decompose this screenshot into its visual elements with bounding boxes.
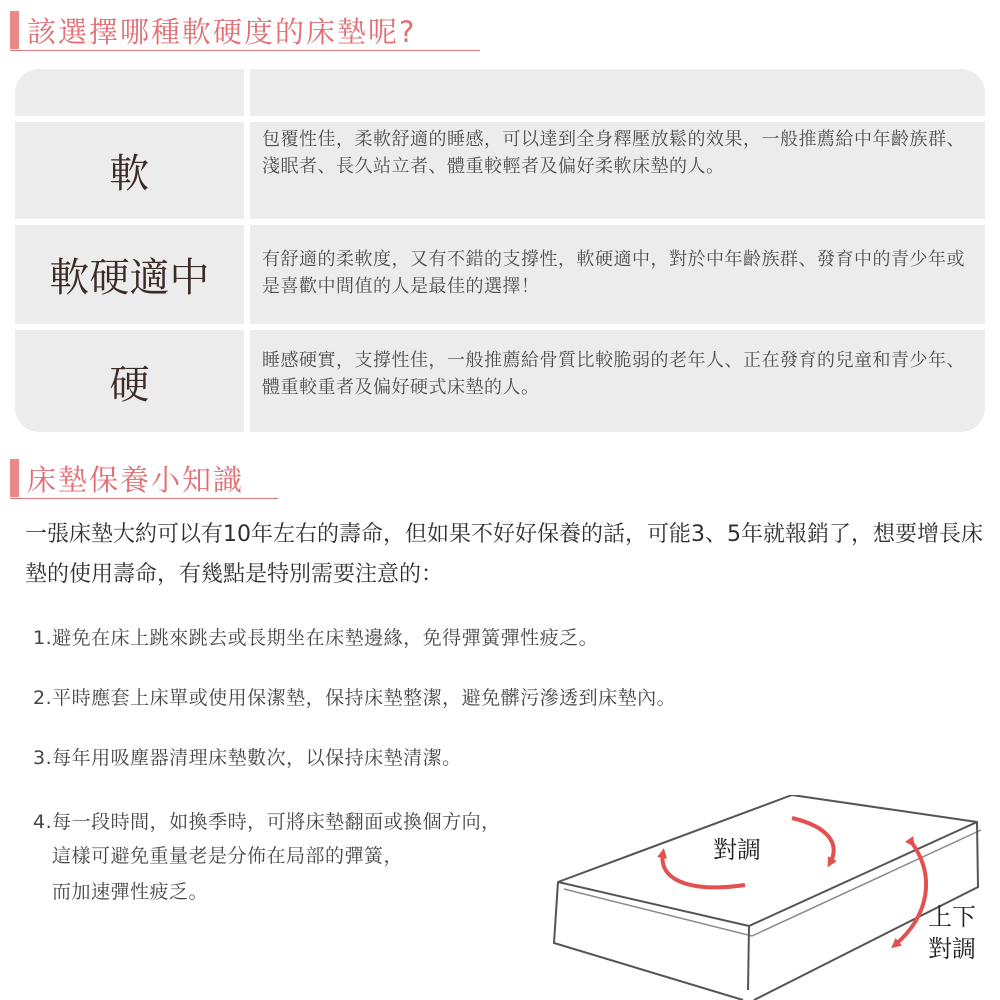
section-title-text: 床墊保養小知識 <box>27 462 245 497</box>
mattress-rotation-illustration <box>540 795 1000 1000</box>
section-title-maintenance <box>10 458 278 499</box>
section-title-text: 該選擇哪種軟硬度的床墊呢? <box>27 14 417 49</box>
title-accent-bar <box>10 459 19 497</box>
tip-item-continued: 而加速彈性疲乏。 <box>52 881 209 903</box>
tip-item: 2.平時應套上床單或使用保潔墊，保持床墊整潔，避免髒污滲透到床墊內。 <box>33 687 677 709</box>
tip-item: 1.避免在床上跳來跳去或長期坐在床墊邊緣，免得彈簧彈性疲乏。 <box>33 627 599 649</box>
title-accent-bar <box>10 11 19 49</box>
firmness-label-medium: 軟硬適中 <box>49 255 210 301</box>
firmness-label-hard: 硬 <box>109 361 150 408</box>
tip-item: 4.每一段時間，如換季時，可將床墊翻面或換個方向， <box>33 811 501 833</box>
tip-item-continued: 這樣可避免重量老是分佈在局部的彈簧， <box>52 845 404 867</box>
section-title-firmness <box>10 10 480 51</box>
flip-label-line1: 上下 <box>928 903 976 931</box>
firmness-label-soft: 軟 <box>109 151 150 197</box>
flip-label-line2: 對調 <box>928 935 976 963</box>
firmness-description-medium: 有舒適的柔軟度，又有不錯的支撐性，軟硬適中，對於中年齡族群、發育中的青少年或是喜歡中間值的人是最佳的選擇！ <box>262 249 965 297</box>
mattress-corner-edge <box>748 926 749 990</box>
maintenance-intro: 一張床墊大約可以有10年左右的壽命，但如果不好好保養的話，可能3、5年就報銷了，想要增長床墊的使用壽命，有幾點是特別需要注意的： <box>25 522 983 587</box>
table-column-divider <box>244 69 250 432</box>
mattress-drawing <box>540 795 1000 1000</box>
rotate-label: 對調 <box>713 836 761 864</box>
tip-item: 3.每年用吸塵器清理床墊數次，以保持床墊清潔。 <box>33 747 462 769</box>
firmness-table <box>15 69 985 432</box>
firmness-description-soft: 包覆性佳，柔軟舒適的睡感，可以達到全身釋壓放鬆的效果，一般推薦給中年齡族群、淺眠者、長久站立者、體重較輕者及偏好柔軟床墊的人。 <box>262 129 965 177</box>
firmness-description-hard: 睡感硬實，支撐性佳，一般推薦給骨質比較脆弱的老年人、正在發育的兒童和青少年、體重較重者及偏好硬式床墊的人。 <box>262 350 965 398</box>
